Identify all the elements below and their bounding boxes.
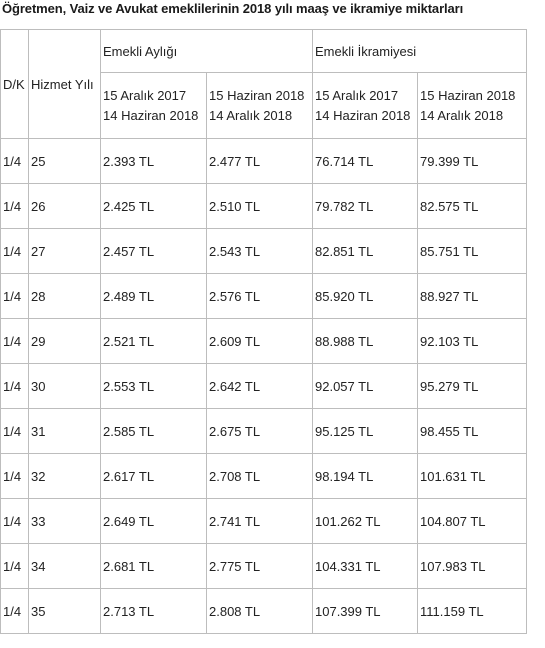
header-emekli-ikramiyesi: Emekli İkramiyesi — [313, 30, 527, 73]
header-aylik-period-2 — [207, 73, 313, 139]
cell-aylik-period-2: 2.775 TL — [207, 544, 313, 589]
cell-aylik-period-2: 2.642 TL — [207, 364, 313, 409]
cell-ikramiye-period-1: 92.057 TL — [313, 364, 418, 409]
table-row — [1, 499, 527, 544]
period-1-start: 15 Aralık 2017 — [103, 87, 187, 103]
cell-aylik-period-1: 2.553 TL — [101, 364, 207, 409]
header-hizmet-yili: Hizmet Yılı — [29, 30, 101, 139]
cell-ikramiye-period-2: 88.927 TL — [418, 274, 527, 319]
table-row — [1, 139, 527, 184]
period-1-end: 14 Haziran 2018 — [103, 107, 199, 123]
header-row-top — [1, 30, 527, 73]
table-row — [1, 409, 527, 454]
cell-dk: 1/4 — [1, 589, 29, 634]
header-ikramiye-period-2 — [418, 73, 527, 139]
cell-aylik-period-1: 2.617 TL — [101, 454, 207, 499]
cell-aylik-period-2: 2.576 TL — [207, 274, 313, 319]
table-row — [1, 274, 527, 319]
cell-aylik-period-2: 2.510 TL — [207, 184, 313, 229]
cell-ikramiye-period-2: 98.455 TL — [418, 409, 527, 454]
cell-ikramiye-period-2: 82.575 TL — [418, 184, 527, 229]
header-aylik-period-1 — [101, 73, 207, 139]
cell-ikramiye-period-1: 85.920 TL — [313, 274, 418, 319]
cell-dk: 1/4 — [1, 229, 29, 274]
cell-ikramiye-period-1: 101.262 TL — [313, 499, 418, 544]
cell-ikramiye-period-2: 92.103 TL — [418, 319, 527, 364]
cell-hizmet-yili: 33 — [29, 499, 101, 544]
cell-dk: 1/4 — [1, 364, 29, 409]
cell-ikramiye-period-1: 104.331 TL — [313, 544, 418, 589]
table-row — [1, 319, 527, 364]
period-1-end: 14 Haziran 2018 — [315, 107, 411, 123]
cell-ikramiye-period-2: 107.983 TL — [418, 544, 527, 589]
cell-dk: 1/4 — [1, 409, 29, 454]
cell-aylik-period-2: 2.609 TL — [207, 319, 313, 364]
cell-hizmet-yili: 27 — [29, 229, 101, 274]
period-2-start: 15 Haziran 2018 — [420, 87, 516, 103]
cell-hizmet-yili: 26 — [29, 184, 101, 229]
cell-ikramiye-period-1: 88.988 TL — [313, 319, 418, 364]
cell-dk: 1/4 — [1, 184, 29, 229]
cell-dk: 1/4 — [1, 499, 29, 544]
cell-ikramiye-period-1: 82.851 TL — [313, 229, 418, 274]
cell-hizmet-yili: 30 — [29, 364, 101, 409]
cell-dk: 1/4 — [1, 139, 29, 184]
cell-hizmet-yili: 29 — [29, 319, 101, 364]
period-2-end: 14 Aralık 2018 — [420, 107, 504, 123]
cell-aylik-period-1: 2.393 TL — [101, 139, 207, 184]
table-row — [1, 589, 527, 634]
cell-hizmet-yili: 35 — [29, 589, 101, 634]
cell-ikramiye-period-1: 76.714 TL — [313, 139, 418, 184]
period-1-start: 15 Aralık 2017 — [315, 87, 399, 103]
table-row — [1, 364, 527, 409]
period-2-start: 15 Haziran 2018 — [209, 87, 305, 103]
cell-dk: 1/4 — [1, 454, 29, 499]
cell-ikramiye-period-2: 104.807 TL — [418, 499, 527, 544]
cell-hizmet-yili: 28 — [29, 274, 101, 319]
cell-hizmet-yili: 31 — [29, 409, 101, 454]
cell-ikramiye-period-2: 101.631 TL — [418, 454, 527, 499]
cell-aylik-period-1: 2.489 TL — [101, 274, 207, 319]
cell-aylik-period-1: 2.713 TL — [101, 589, 207, 634]
page-title: Öğretmen, Vaiz ve Avukat emeklilerinin 2018 yılı maaş ve ikramiye miktarları — [2, 1, 464, 16]
cell-aylik-period-1: 2.681 TL — [101, 544, 207, 589]
cell-hizmet-yili: 34 — [29, 544, 101, 589]
table-row — [1, 184, 527, 229]
header-ikramiye-period-1 — [313, 73, 418, 139]
cell-dk: 1/4 — [1, 274, 29, 319]
cell-aylik-period-2: 2.543 TL — [207, 229, 313, 274]
pension-table — [0, 29, 527, 634]
table-body — [1, 30, 527, 634]
cell-ikramiye-period-2: 111.159 TL — [418, 589, 527, 634]
cell-aylik-period-2: 2.741 TL — [207, 499, 313, 544]
cell-dk: 1/4 — [1, 319, 29, 364]
cell-aylik-period-1: 2.457 TL — [101, 229, 207, 274]
header-emekli-ayligi: Emekli Aylığı — [101, 30, 313, 73]
cell-aylik-period-2: 2.808 TL — [207, 589, 313, 634]
cell-aylik-period-2: 2.675 TL — [207, 409, 313, 454]
cell-ikramiye-period-1: 107.399 TL — [313, 589, 418, 634]
cell-dk: 1/4 — [1, 544, 29, 589]
header-dk: D/K — [1, 30, 29, 139]
period-2-end: 14 Aralık 2018 — [209, 107, 293, 123]
cell-hizmet-yili: 32 — [29, 454, 101, 499]
cell-ikramiye-period-1: 98.194 TL — [313, 454, 418, 499]
table-row — [1, 229, 527, 274]
cell-aylik-period-1: 2.649 TL — [101, 499, 207, 544]
cell-ikramiye-period-2: 85.751 TL — [418, 229, 527, 274]
cell-ikramiye-period-1: 79.782 TL — [313, 184, 418, 229]
table-row — [1, 454, 527, 499]
cell-hizmet-yili: 25 — [29, 139, 101, 184]
table-row — [1, 544, 527, 589]
cell-aylik-period-1: 2.585 TL — [101, 409, 207, 454]
cell-aylik-period-1: 2.521 TL — [101, 319, 207, 364]
cell-aylik-period-1: 2.425 TL — [101, 184, 207, 229]
cell-aylik-period-2: 2.708 TL — [207, 454, 313, 499]
cell-ikramiye-period-2: 79.399 TL — [418, 139, 527, 184]
cell-ikramiye-period-2: 95.279 TL — [418, 364, 527, 409]
cell-aylik-period-2: 2.477 TL — [207, 139, 313, 184]
cell-ikramiye-period-1: 95.125 TL — [313, 409, 418, 454]
